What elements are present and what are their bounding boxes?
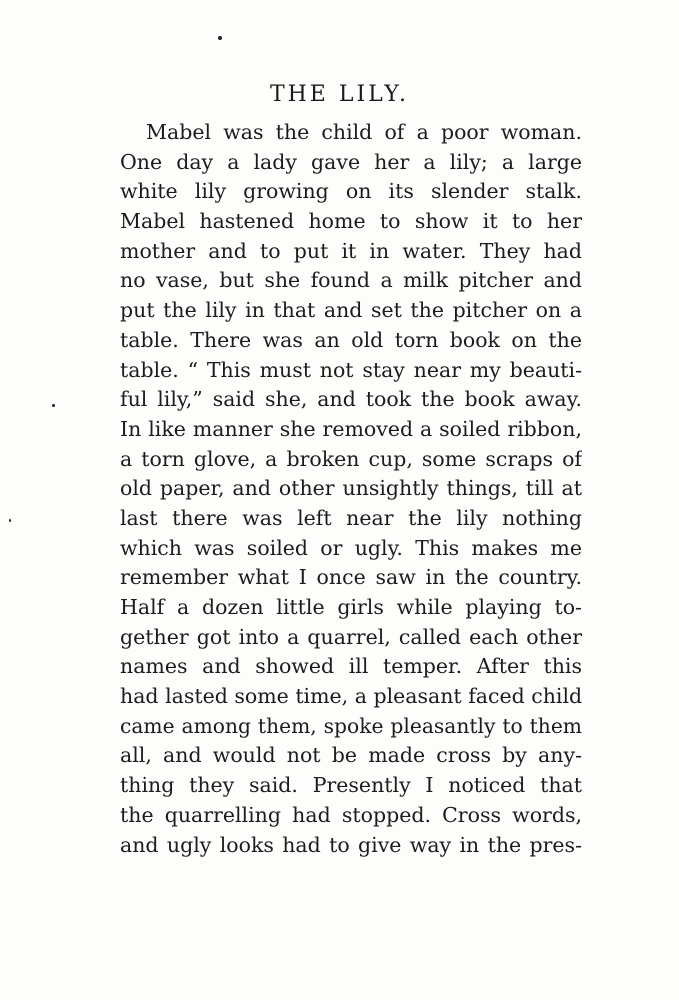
- text-line: One day a lady gave her a lily; a large: [120, 149, 582, 174]
- text-line: table. There was an old torn book on the: [120, 327, 582, 352]
- text-line: put the lily in that and set the pitcher on a: [120, 298, 582, 323]
- text-line: ful lily,” said she, and took the book away.: [120, 387, 582, 412]
- text-line: all, and would not be made cross by any-: [120, 743, 582, 768]
- ink-speck: [9, 519, 11, 522]
- text-line: the quarrelling had stopped. Cross words,: [120, 802, 582, 827]
- text-line: table. “ This must not stay near my beauti-: [120, 357, 582, 382]
- text-line: Mabel was the child of a poor woman.: [146, 120, 582, 144]
- text-line: no vase, but she found a milk pitcher and: [120, 268, 582, 293]
- text-line: came among them, spoke pleasantly to them: [120, 713, 582, 738]
- text-line: remember what I once saw in the country.: [120, 565, 582, 590]
- text-line: names and showed ill temper. After this: [120, 654, 582, 679]
- text-line: old paper, and other unsightly things, till at: [120, 476, 582, 501]
- text-line: Half a dozen little girls while playing to-: [120, 595, 582, 619]
- ink-speck: [52, 404, 55, 407]
- text-line: gether got into a quarrel, called each other: [120, 624, 582, 649]
- body-text: [120, 118, 582, 860]
- text-line: Mabel hastened home to show it to her: [120, 209, 582, 234]
- text-line: had lasted some time, a pleasant faced child: [120, 684, 582, 709]
- text-line: white lily growing on its slender stalk.: [120, 179, 582, 204]
- text-line: thing they said. Presently I noticed that: [120, 773, 582, 798]
- chapter-title: THE LILY.: [269, 82, 410, 107]
- text-line: which was soiled or ugly. This makes me: [120, 535, 582, 560]
- text-line: last there was left near the lily nothing: [120, 505, 582, 530]
- text-line: In like manner she removed a soiled ribbon,: [120, 416, 582, 441]
- ink-speck: [218, 36, 222, 40]
- text-line: mother and to put it in water. They had: [120, 238, 582, 263]
- text-line: a torn glove, a broken cup, some scraps of: [120, 446, 582, 471]
- text-line: and ugly looks had to give way in the pres-: [120, 832, 582, 857]
